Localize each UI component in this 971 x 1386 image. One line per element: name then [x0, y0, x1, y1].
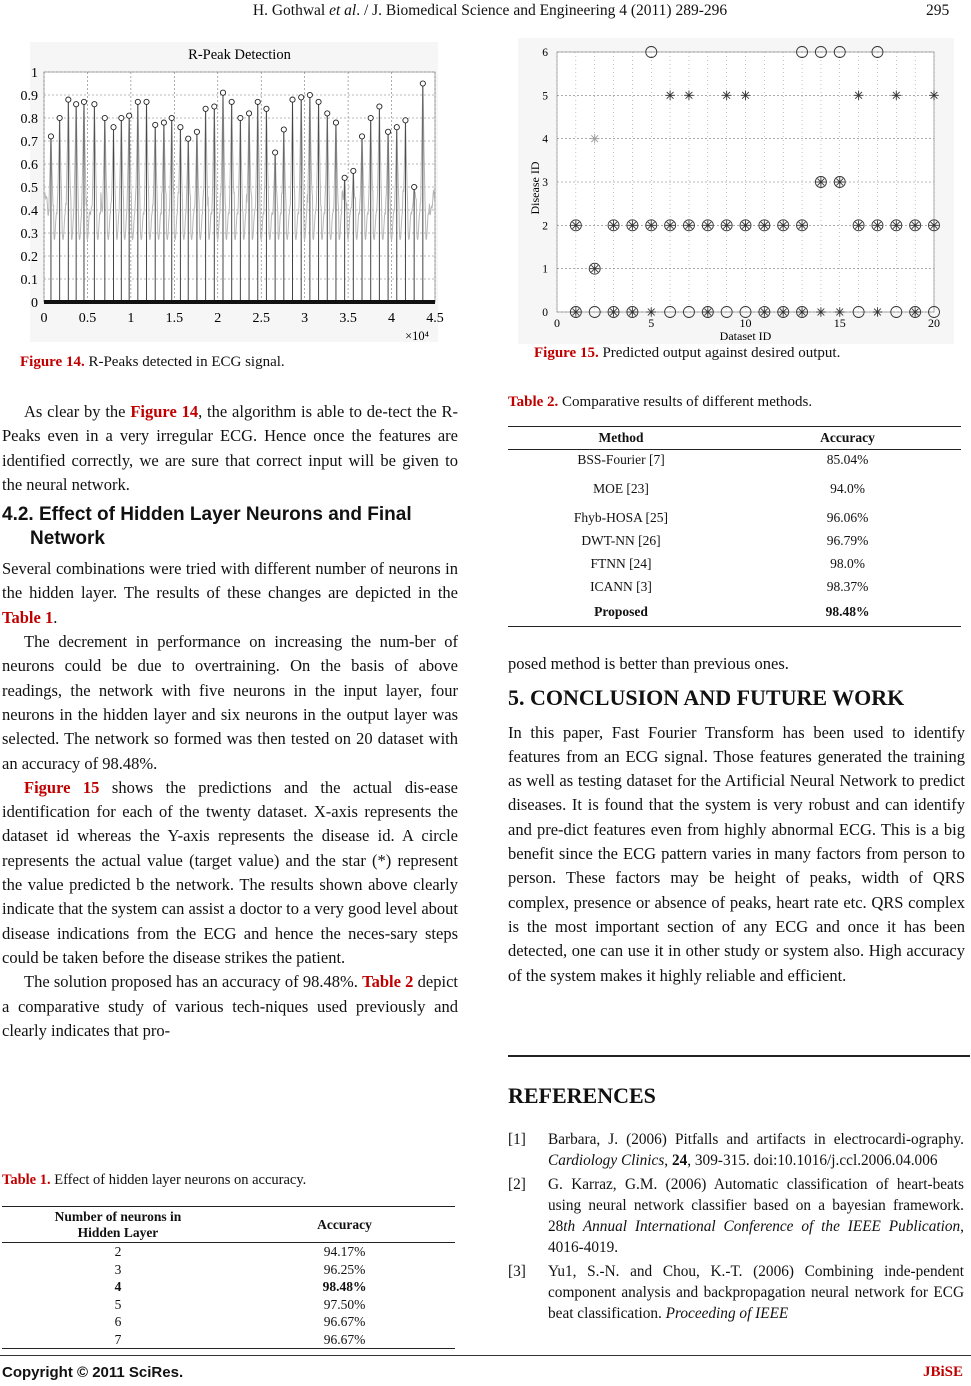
- figure-14-caption: [20, 354, 285, 371]
- peak-marker: [119, 115, 124, 120]
- table-row: [508, 530, 961, 553]
- peak-marker: [169, 115, 174, 120]
- predicted-star-marker: [741, 91, 751, 101]
- predicted-star-marker: [854, 221, 864, 231]
- footer-journal: JBiSE: [922, 1364, 963, 1380]
- peak-marker: [102, 115, 107, 120]
- x-tick-label: 3: [301, 311, 309, 326]
- peak-marker: [281, 127, 286, 132]
- peak-marker: [394, 125, 399, 130]
- x-tick-label: 3.5: [339, 311, 357, 326]
- predicted-star-marker: [816, 177, 826, 187]
- predicted-star-marker: [703, 221, 713, 231]
- y-tick-label: 1: [31, 66, 38, 81]
- predicted-star-marker: [628, 307, 638, 317]
- predicted-star-marker: [571, 221, 581, 231]
- y-tick-label: 0.6: [20, 158, 38, 173]
- conclusion-paragraph: In this paper, Fast Fourier Transform has been used to identify features from an ECG signal. Those features generated the training as well as testing dataset for the Artificial Neural Network to predict diseases. It is found that the system is very robust and can identify and pre-dict features even from highly abnormal ECG. This is a big benefit since the ECG pattern varies in many factors from person to person. These factors may be height of peaks, width of QRS complex, presence or absence of peaks, heart rate etc. QRS complex is the most important section of any ECG and once it has been detected, one can use it in other study or system also. High accuracy of the system makes it highly reliable and efficient.: [508, 722, 965, 985]
- predicted-star-marker: [910, 307, 920, 317]
- peak-marker: [351, 168, 356, 173]
- peak-marker: [333, 120, 338, 125]
- peak-marker: [48, 134, 53, 139]
- table-cell-accuracy: 98.37%: [826, 579, 869, 594]
- y-tick-label: 4: [542, 133, 548, 146]
- y-tick-label: 0.1: [20, 273, 38, 288]
- predicted-star-marker: [609, 307, 619, 317]
- predicted-star-marker: [590, 134, 600, 144]
- predicted-star-marker: [741, 221, 751, 231]
- predicted-star-marker: [646, 221, 656, 231]
- predicted-star-marker: [665, 91, 675, 101]
- figure-15-caption-text: Predicted output against desired output.: [598, 345, 841, 361]
- table-1-caption-text: Effect of hidden layer neurons on accuracy.: [50, 1172, 307, 1188]
- predicted-star-marker: [628, 221, 638, 231]
- predicted-star-marker: [684, 221, 694, 231]
- paragraph-2: Several combinations were tried with different number of neurons in the hidden layer. The results of these changes are depicted in the Table 1.: [2, 559, 458, 627]
- table-cell-accuracy: 85.04%: [826, 452, 869, 468]
- x-tick-label: 4: [388, 311, 396, 326]
- table-cell-method: MOE [23]: [593, 480, 649, 496]
- y-tick-label: 0.2: [20, 250, 38, 265]
- table-2-col-accuracy: Accuracy: [820, 430, 875, 445]
- peak-marker: [161, 120, 166, 125]
- peak-marker: [127, 113, 132, 118]
- predicted-star-marker: [854, 91, 864, 101]
- footer-copyright: Copyright © 2011 SciRes.: [2, 1364, 184, 1381]
- x-tick-label: 15: [833, 316, 846, 330]
- x-tick-label: 1.5: [165, 311, 184, 326]
- running-head-authors: H. Gothwal: [252, 2, 330, 19]
- peak-marker: [420, 81, 425, 86]
- predicted-star-marker: [797, 307, 807, 317]
- x-tick-label: 2.5: [252, 311, 270, 326]
- peak-marker: [92, 102, 97, 107]
- x-tick-label: 10: [739, 316, 752, 330]
- peak-marker: [316, 99, 321, 104]
- table-cell-neurons: 7: [114, 1331, 122, 1347]
- paragraph-4: Figure 15 shows the predictions and the actual dis-ease identification for each of the twenty dataset. X-axis represents the dataset id whereas the Y-axis represents the disease id. A circle represents the actual value (target value) and the star (*) represent the value predicted b the network. The results shown above clearly indicate that the system can assist a doctor to a very good level about disease indications from the ECG and hence the neces-sary steps could be taken before the disease strikes the patient.: [2, 777, 458, 967]
- peak-marker: [57, 115, 62, 120]
- peak-marker: [325, 111, 330, 116]
- predicted-star-marker: [722, 91, 732, 101]
- table-2-link[interactable]: Table 2: [362, 972, 414, 992]
- right-column-text: [508, 652, 965, 988]
- page-number: 295: [926, 2, 950, 19]
- left-column-text: [2, 400, 458, 1043]
- peak-marker: [307, 92, 312, 97]
- reference-list: [508, 1129, 964, 1325]
- peak-marker: [368, 115, 373, 120]
- x-tick-label: 0.5: [78, 311, 97, 326]
- y-axis-label: Disease ID: [528, 161, 542, 215]
- peak-marker: [299, 95, 304, 100]
- table-cell-accuracy: 96.25%: [323, 1261, 366, 1277]
- peak-marker: [212, 104, 217, 109]
- y-tick-label: 0.7: [20, 135, 38, 150]
- peak-marker: [264, 106, 269, 111]
- table-2-label: Table 2.: [508, 394, 559, 410]
- y-tick-label: 0.4: [20, 204, 38, 219]
- table-row: [508, 471, 961, 507]
- paragraph-1: As clear by the Figure 14, the algorithm is able to de-tect the R-Peaks even in a very irregular ECG. Hence once the features are identified correctly, we are sure that correct input will be given to the neural network.: [2, 402, 458, 494]
- table-cell-method: FTNN [24]: [590, 556, 652, 571]
- chart-title: R-Peak Detection: [188, 47, 291, 63]
- table-cell-neurons: 4: [114, 1279, 122, 1294]
- paragraph-cont: posed method is better than previous ones.: [508, 654, 789, 673]
- y-tick-label: 0.8: [20, 112, 38, 127]
- predicted-star-marker: [760, 221, 770, 231]
- table-1: [2, 1206, 455, 1349]
- predicted-star-marker: [722, 221, 732, 231]
- predicted-star-marker: [609, 221, 619, 231]
- x-tick-label: 20: [928, 316, 940, 330]
- peak-marker: [178, 125, 183, 130]
- table-row: [508, 576, 961, 599]
- predicted-star-marker: [816, 307, 826, 317]
- x-axis-label: Dataset ID: [719, 329, 772, 343]
- y-tick-label: 6: [542, 47, 548, 59]
- table-row: [508, 450, 961, 471]
- table-row: [508, 507, 961, 530]
- section-4-2-title: 4.2. Effect of Hidden Layer Neurons and Final Network: [2, 504, 412, 550]
- table-cell-accuracy: 96.06%: [826, 510, 869, 525]
- figure-15-chart: [518, 38, 954, 344]
- references-title: REFERENCES: [508, 1083, 656, 1108]
- table-2: [508, 426, 961, 627]
- predicted-star-marker: [665, 221, 675, 231]
- predicted-star-marker: [873, 307, 883, 317]
- x-tick-label: 1: [127, 311, 135, 326]
- table-cell-accuracy: 94.17%: [323, 1244, 366, 1259]
- y-tick-label: 2: [542, 220, 548, 233]
- running-header: [0, 2, 971, 24]
- peak-marker: [290, 97, 295, 102]
- peak-marker: [385, 129, 390, 134]
- predicted-star-marker: [892, 221, 902, 231]
- y-tick-label: 0.3: [20, 227, 38, 242]
- peak-marker: [255, 99, 260, 104]
- peak-marker: [273, 150, 278, 155]
- x-multiplier: ×10⁴: [405, 329, 429, 343]
- table-row: [2, 1296, 455, 1314]
- x-tick-label: 4.5: [426, 311, 444, 326]
- table-cell-accuracy: 98.48%: [825, 604, 870, 620]
- peak-marker: [342, 175, 347, 180]
- conclusion-title: 5. CONCLUSION AND FUTURE WORK: [508, 685, 905, 711]
- table-row: [508, 553, 961, 576]
- figure-15-link[interactable]: Figure 15: [24, 777, 100, 797]
- predicted-star-marker: [929, 221, 939, 231]
- table-row: [2, 1243, 455, 1261]
- x-tick-label: 5: [648, 316, 655, 330]
- reference-item: [1] Barbara, J. (2006) Pitfalls and artifacts in electrocardi-ography. Cardiology Clinics, 24, 309-315. doi:10.1016/j.ccl.2006.04.006: [508, 1131, 964, 1170]
- peak-marker: [74, 102, 79, 107]
- table-1-header-row: [2, 1207, 455, 1243]
- section-divider: [508, 1055, 970, 1057]
- table-cell-neurons: 5: [114, 1296, 122, 1312]
- footer-rule: [0, 1355, 971, 1356]
- y-tick-label: 5: [542, 90, 548, 103]
- predicted-star-marker: [835, 177, 845, 187]
- predicted-star-marker: [646, 307, 656, 317]
- peak-marker: [377, 104, 382, 109]
- peak-marker: [186, 136, 191, 141]
- y-tick-label: 3: [542, 177, 548, 189]
- table-cell-accuracy: 96.67%: [323, 1314, 366, 1329]
- table-2-header-row: [508, 427, 961, 450]
- table-1-caption: [2, 1172, 306, 1189]
- peak-marker: [238, 115, 243, 120]
- table-1-label: Table 1.: [2, 1172, 51, 1188]
- peak-marker: [246, 111, 251, 116]
- y-tick-label: 0.5: [20, 181, 38, 196]
- figure-15-label: Figure 15.: [534, 345, 599, 361]
- figure-14-caption-text: R-Peaks detected in ECG signal.: [84, 354, 285, 370]
- paragraph-3: The decrement in performance on increasing the num-ber of neurons could be due to overtraining. On the basis of above readings, the network with five neurons in the input layer, four neurons in the hidden layer and six neurons in the output layer was selected. The network so formed was then tested on 20 dataset with an accuracy of 98.48%.: [2, 632, 458, 773]
- predicted-star-marker: [571, 307, 581, 317]
- reference-item: [3] Yu1, S.-N. and Chou, K.-T. (2006) Combining inde-pendent component analysis and backpropagation neural network for ECG beat classification. Proceeding of IEEE: [508, 1262, 964, 1323]
- table-cell-accuracy: 96.67%: [323, 1331, 366, 1347]
- table-cell-neurons: 3: [114, 1261, 122, 1277]
- predicted-star-marker: [797, 221, 807, 231]
- table-cell-method: Proposed: [594, 604, 648, 620]
- table-cell-neurons: 2: [114, 1244, 122, 1259]
- table-cell-accuracy: 98.0%: [830, 556, 865, 571]
- table-cell-method: ICANN [3]: [590, 579, 652, 594]
- x-tick-label: 0: [554, 316, 560, 330]
- predicted-star-marker: [778, 307, 788, 317]
- figure-14-link[interactable]: Figure 14: [130, 402, 199, 421]
- y-tick-label: 0.9: [20, 89, 38, 104]
- table-cell-neurons: 6: [114, 1314, 122, 1329]
- peak-marker: [111, 125, 116, 130]
- peak-marker: [144, 99, 149, 104]
- y-tick-label: 0: [542, 307, 548, 319]
- peak-marker: [203, 106, 208, 111]
- x-tick-label: 2: [214, 311, 222, 326]
- peak-marker: [220, 90, 225, 95]
- table-1-link[interactable]: Table 1: [2, 607, 54, 627]
- paragraph-5: The solution proposed has an accuracy of 98.48%. Table 2 depict a comparative study of various tech-niques used previously and clearly indicates that pro-: [2, 972, 458, 1040]
- table-cell-accuracy: 98.48%: [322, 1279, 367, 1294]
- table-cell-accuracy: 94.0%: [830, 480, 865, 496]
- predicted-star-marker: [835, 307, 845, 317]
- peak-marker: [229, 99, 234, 104]
- predicted-star-marker: [684, 91, 694, 101]
- table-cell-method: DWT-NN [26]: [581, 533, 661, 548]
- y-tick-label: 0: [31, 296, 38, 311]
- peak-marker: [403, 118, 408, 123]
- peak-marker: [359, 134, 364, 139]
- table-row: [2, 1313, 455, 1331]
- peak-marker: [66, 97, 71, 102]
- predicted-star-marker: [929, 91, 939, 101]
- table-2-caption: [508, 394, 812, 411]
- running-head-journal: . / J. Biomedical Science and Engineering 4 (2011) 289-296: [356, 2, 728, 19]
- reference-item: [2] G. Karraz, G.M. (2006) Automatic classification of heart-beats using neural network classifier based on a bayesian framework. 28th Annual International Conference of the IEEE Publication, 4016-4019.: [508, 1175, 964, 1257]
- table-row: [2, 1278, 455, 1296]
- table-cell-accuracy: 97.50%: [323, 1296, 366, 1312]
- x-tick-label: 0: [40, 311, 48, 326]
- peak-marker: [153, 122, 158, 127]
- table-cell-method: Fhyb-HOSA [25]: [573, 510, 669, 525]
- peak-marker: [81, 99, 86, 104]
- peak-marker: [135, 99, 140, 104]
- running-head-etal: et al: [329, 2, 357, 19]
- predicted-star-marker: [760, 307, 770, 317]
- table-cell-accuracy: 96.79%: [826, 533, 869, 548]
- predicted-star-marker: [873, 221, 883, 231]
- figure-14-chart: [10, 38, 450, 348]
- table-1-col-accuracy: Accuracy: [317, 1216, 372, 1232]
- table-row: [508, 599, 961, 627]
- table-1-col-neurons: Number of neurons in Hidden Layer: [54, 1209, 182, 1240]
- predicted-star-marker: [910, 221, 920, 231]
- table-2-col-method: Method: [598, 430, 644, 445]
- predicted-star-marker: [590, 264, 600, 274]
- peak-marker: [412, 184, 417, 189]
- running-head: [200, 2, 780, 20]
- table-row: [2, 1331, 455, 1349]
- y-tick-label: 1: [542, 263, 548, 276]
- table-row: [2, 1261, 455, 1279]
- figure-15-caption: [534, 345, 840, 362]
- predicted-star-marker: [778, 221, 788, 231]
- peak-marker: [194, 129, 199, 134]
- predicted-star-marker: [892, 91, 902, 101]
- predicted-star-marker: [703, 307, 713, 317]
- table-2-caption-text: Comparative results of different methods.: [558, 394, 813, 410]
- table-cell-method: BSS-Fourier [7]: [577, 452, 665, 468]
- figure-14-label: Figure 14.: [20, 354, 85, 370]
